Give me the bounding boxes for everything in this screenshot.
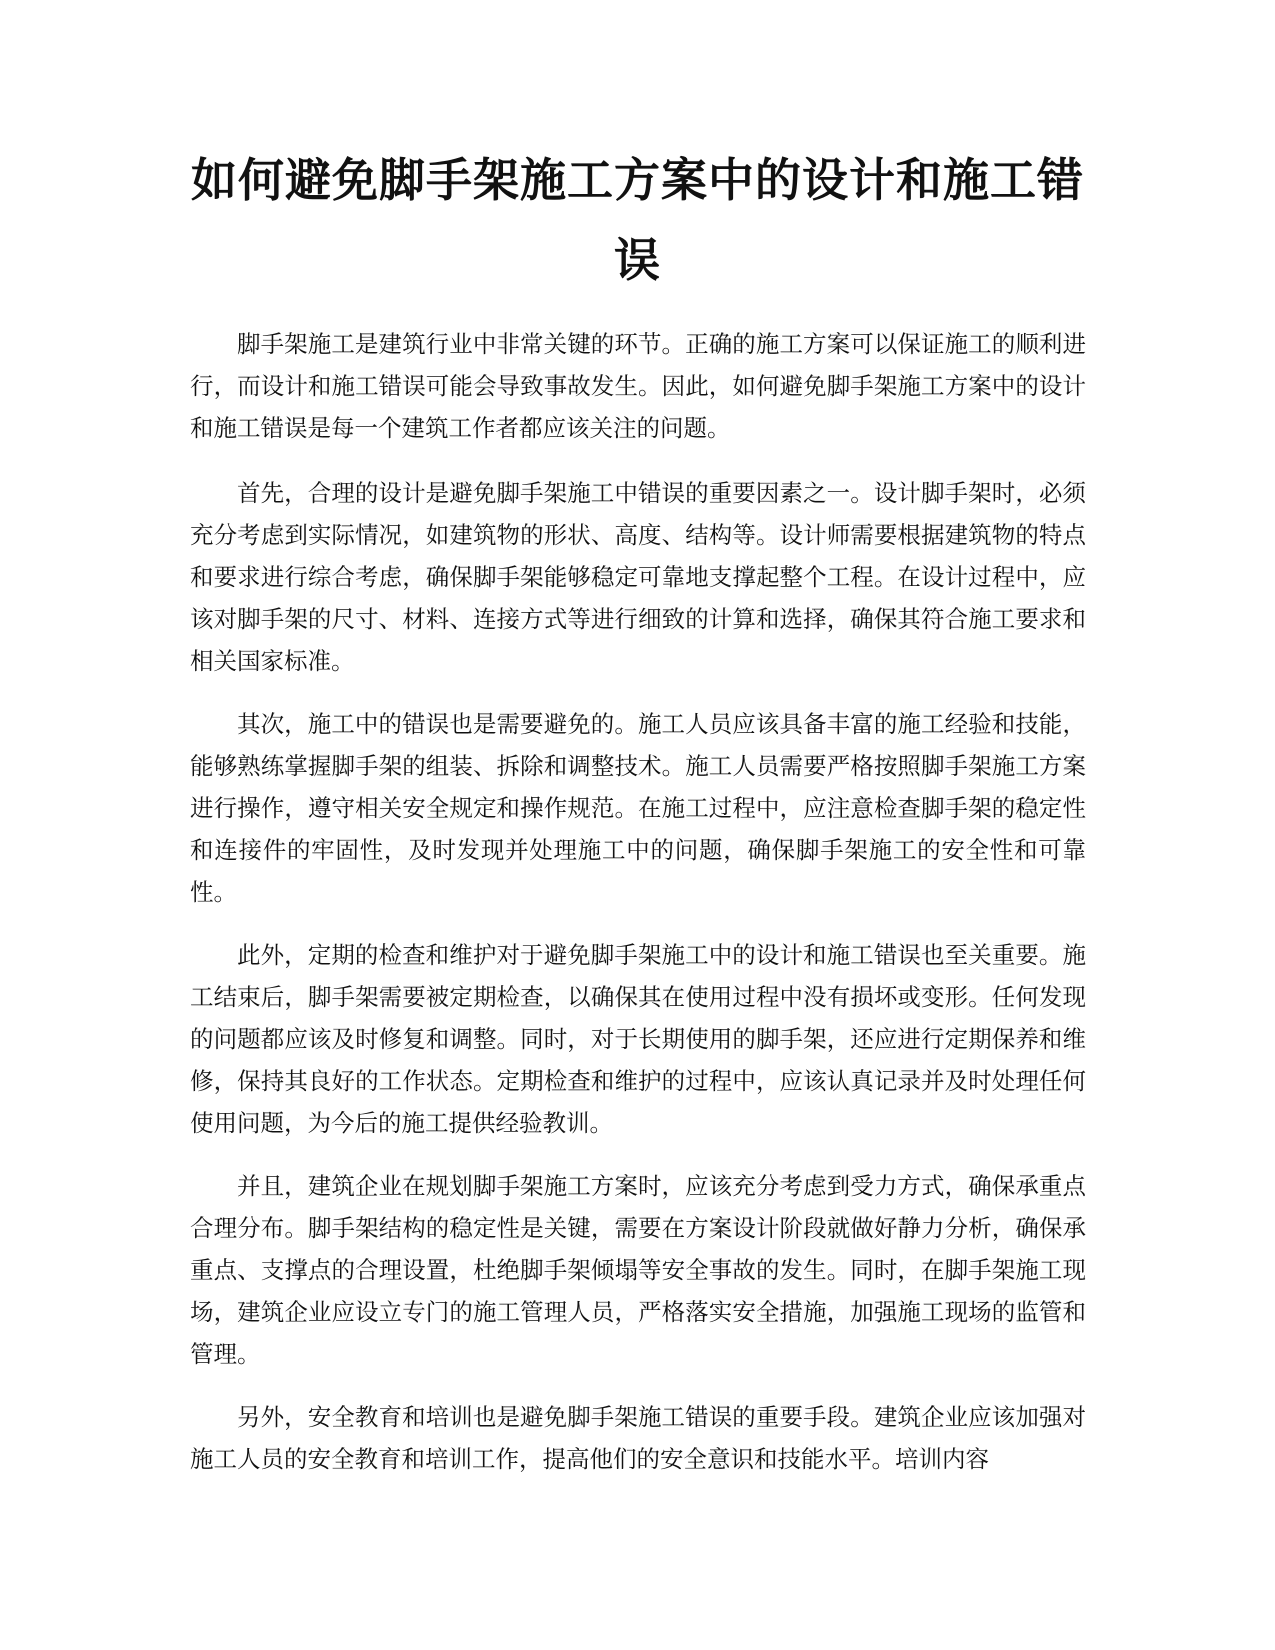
paragraph-load-planning: 并且，建筑企业在规划脚手架施工方案时，应该充分考虑到受力方式，确保承重点合理分布。脚手架结构的稳定性是关键，需要在方案设计阶段就做好静力分析，确保承重点、支撑点的合理设置，杜绝脚手架倾塌等安全事故的发生。同时，在脚手架施工现场，建筑企业应设立专门的施工管理人员，严格落实安全措施，加强施工现场的监管和管理。 — [190, 1172, 1086, 1368]
paragraph-construction: 其次，施工中的错误也是需要避免的。施工人员应该具备丰富的施工经验和技能，能够熟练掌握脚手架的组装、拆除和调整技术。施工人员需要严格按照脚手架施工方案进行操作，遵守相关安全规定和操作规范。在施工过程中，应注意检查脚手架的稳定性和连接件的牢固性，及时发现并处理施工中的问题，确保脚手架施工的安全性和可靠性。 — [190, 710, 1086, 906]
paragraph-design: 首先，合理的设计是避免脚手架施工中错误的重要因素之一。设计脚手架时，必须充分考虑到实际情况，如建筑物的形状、高度、结构等。设计师需要根据建筑物的特点和要求进行综合考虑，确保脚手架能够稳定可靠地支撑起整个工程。在设计过程中，应该对脚手架的尺寸、材料、连接方式等进行细致的计算和选择，确保其符合施工要求和相关国家标准。 — [190, 479, 1086, 675]
paragraph-training: 另外，安全教育和培训也是避免脚手架施工错误的重要手段。建筑企业应该加强对施工人员的安全教育和培训工作，提高他们的安全意识和技能水平。培训内容 — [190, 1403, 1086, 1473]
paragraph-intro: 脚手架施工是建筑行业中非常关键的环节。正确的施工方案可以保证施工的顺利进行，而设计和施工错误可能会导致事故发生。因此，如何避免脚手架施工方案中的设计和施工错误是每一个建筑工作者都应该关注的问题。 — [190, 330, 1086, 442]
paragraph-inspection: 此外，定期的检查和维护对于避免脚手架施工中的设计和施工错误也至关重要。施工结束后，脚手架需要被定期检查，以确保其在使用过程中没有损坏或变形。任何发现的问题都应该及时修复和调整。同时，对于长期使用的脚手架，还应进行定期保养和维修，保持其良好的工作状态。定期检查和维护的过程中，应该认真记录并及时处理任何使用问题，为今后的施工提供经验教训。 — [190, 941, 1086, 1137]
document-title: 如何避免脚手架施工方案中的设计和施工错误 — [191, 153, 1084, 287]
